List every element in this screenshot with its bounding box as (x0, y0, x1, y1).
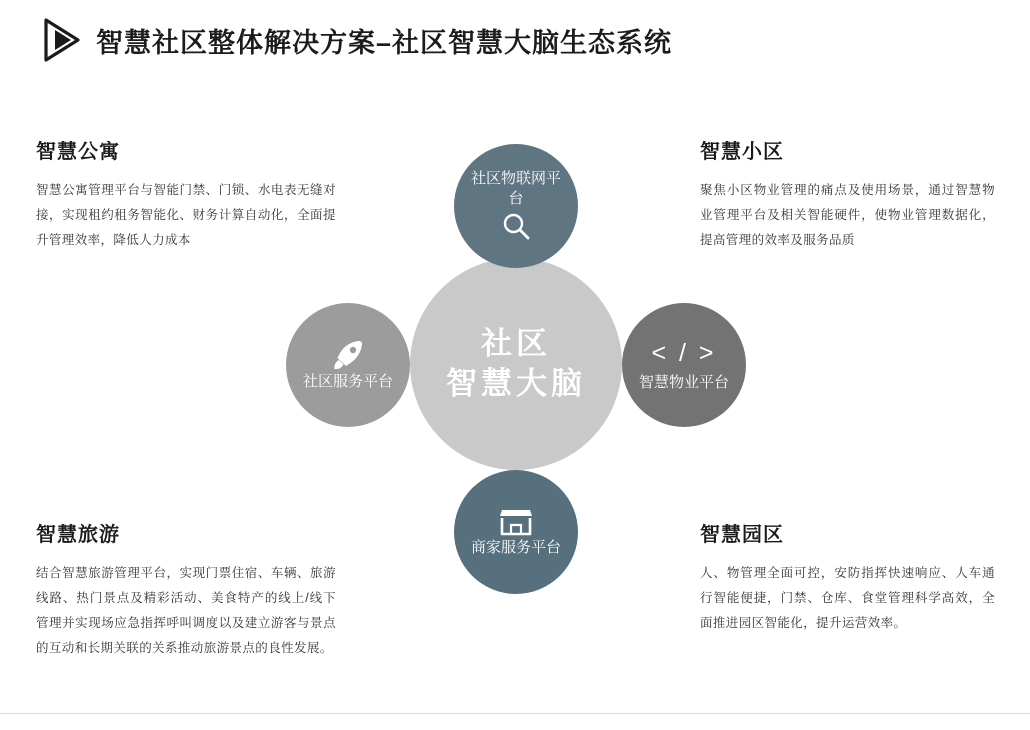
page-header (42, 18, 672, 62)
node-label: 社区物联网平台 (470, 169, 561, 207)
block-title: 智慧园区 (700, 524, 784, 546)
hub-line-1: 社区 (481, 326, 551, 362)
node-merchant-service-platform[interactable] (454, 470, 578, 594)
page-title: 智慧社区整体解决方案–社区智慧大脑生态系统 (96, 27, 673, 58)
magnifier-icon (499, 209, 533, 243)
central-hub (410, 258, 622, 470)
block-smart-community (700, 135, 995, 253)
play-triangle-logo-icon (42, 18, 82, 62)
bottom-divider (0, 713, 1030, 714)
shop-awning-icon (496, 506, 536, 538)
node-community-service-platform[interactable] (286, 303, 410, 427)
block-smart-park (700, 518, 995, 636)
block-body: 人、物管理全面可控，安防指挥快速响应、人车通行智能便捷，门禁、仓库、食堂管理科学高效，全面推进园区智能化，提升运营效率。 (700, 566, 995, 630)
hub-line-2: 智慧大脑 (446, 366, 586, 401)
block-body: 智慧公寓管理平台与智能门禁、门锁、水电表无缝对接，实现租约租务智能化、财务计算自动化，全面提升管理效率，降低人力成本 (36, 183, 336, 247)
rocket-icon (329, 338, 367, 372)
block-title: 智慧公寓 (36, 141, 120, 163)
code-brackets-icon: < / > (651, 339, 717, 367)
node-label: 商家服务平台 (470, 538, 561, 556)
node-community-iot-platform[interactable] (454, 144, 578, 268)
node-label: 智慧物业平台 (638, 373, 729, 391)
node-label: 社区服务平台 (302, 372, 393, 390)
block-body: 结合智慧旅游管理平台，实现门票住宿、车辆、旅游线路、热门景点及精彩活动、美食特产的线上/线下管理并实现场应急指挥呼叫调度以及建立游客与景点的互动和长期关联的关系推动旅游景点的良性发展。 (36, 566, 336, 655)
block-smart-travel (36, 518, 336, 661)
block-body: 聚焦小区物业管理的痛点及使用场景，通过智慧物业管理平台及相关智能硬件，使物业管理数据化，提高管理的效率及服务品质 (700, 183, 995, 247)
block-title: 智慧旅游 (36, 524, 120, 546)
block-title: 智慧小区 (700, 141, 784, 163)
node-smart-property-platform[interactable] (622, 303, 746, 427)
block-smart-apartment (36, 135, 336, 253)
